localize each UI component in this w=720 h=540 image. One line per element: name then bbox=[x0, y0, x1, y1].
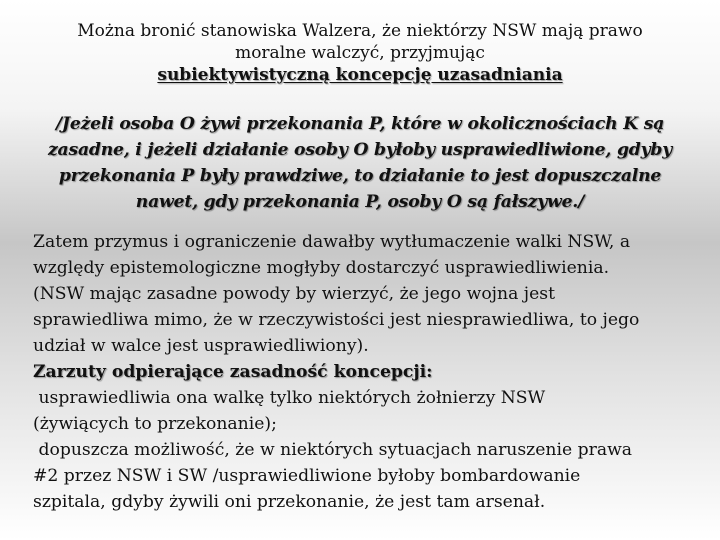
objections-heading: Zarzuty odpierające zasadność koncepcji: bbox=[33, 362, 433, 382]
body-line: Zatem przymus i ograniczenie dawałby wytłumaczenie walki NSW, a bbox=[33, 232, 631, 252]
quote-line-3: przekonania P były prawdziwe, to działanie to jest dopuszczalne bbox=[58, 166, 662, 186]
body-text bbox=[33, 229, 703, 515]
objection-line: #2 przez NSW i SW /usprawiedliwione byłoby bombardowanie bbox=[33, 466, 581, 486]
intro-emphasis: subiektywistyczną koncepcję uzasadniania bbox=[157, 65, 563, 85]
intro-line-1: Można bronić stanowiska Walzera, że niektórzy NSW mają prawo bbox=[77, 21, 643, 41]
quote-line-4: nawet, gdy przekonania P, osoby O są fałszywe./ bbox=[135, 192, 585, 212]
intro-line-2: moralne walczyć, przyjmując bbox=[235, 43, 485, 63]
objection-line: (żywiących to przekonanie); bbox=[33, 414, 277, 434]
definition-quote bbox=[20, 111, 700, 215]
objection-line: szpitala, gdyby żywili oni przekonanie, że jest tam arsenał. bbox=[33, 492, 546, 512]
body-line: sprawiedliwa mimo, że w rzeczywistości jest niesprawiedliwa, to jego bbox=[33, 310, 640, 330]
quote-line-2: zasadne, i jeżeli działanie osoby O byłoby usprawiedliwione, gdyby bbox=[47, 140, 673, 160]
body-line: względy epistemologiczne mogłyby dostarczyć usprawiedliwienia. bbox=[33, 258, 610, 278]
objection-line: dopuszcza możliwość, że w niektórych sytuacjach naruszenie prawa bbox=[33, 440, 633, 460]
objection-line: usprawiedliwia ona walkę tylko niektórych żołnierzy NSW bbox=[33, 388, 546, 408]
intro-paragraph bbox=[40, 20, 680, 86]
quote-line-1: /Jeżeli osoba O żywi przekonania P, które w okolicznościach K są bbox=[55, 114, 665, 134]
body-line: (NSW mając zasadne powody by wierzyć, że jego wojna jest bbox=[33, 284, 556, 304]
body-line: udział w walce jest usprawiedliwiony). bbox=[33, 336, 369, 356]
